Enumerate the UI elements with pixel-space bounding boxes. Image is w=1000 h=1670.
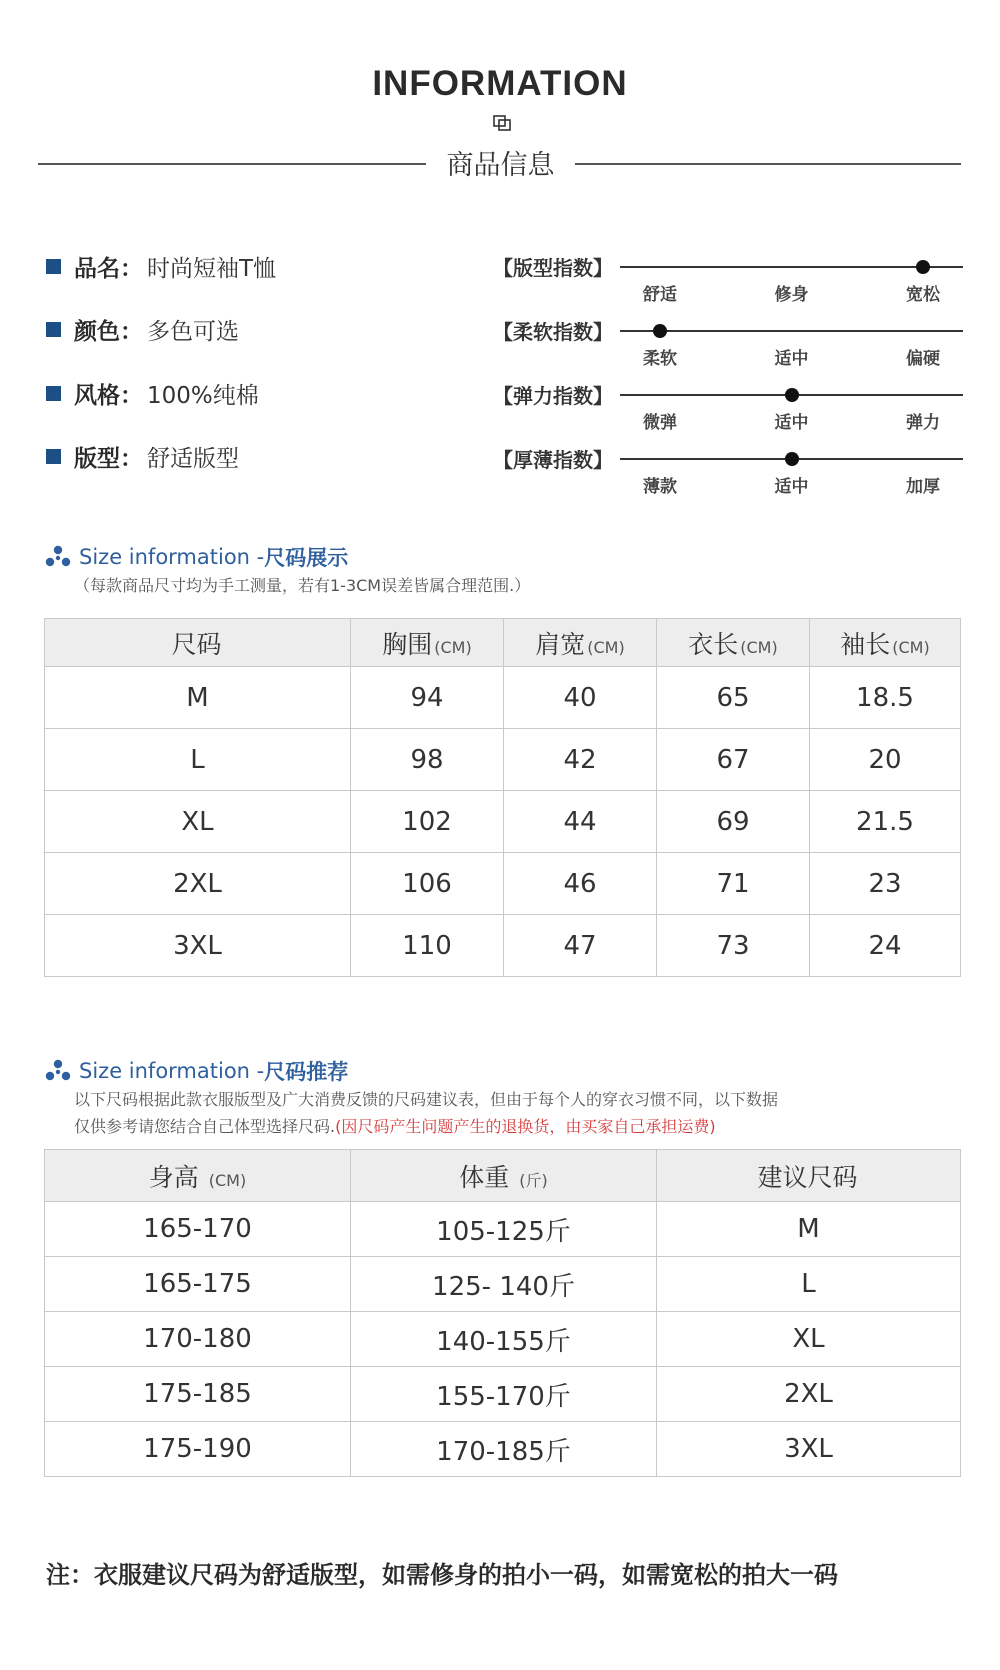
attribute-value: 时尚短袖T恤 bbox=[147, 255, 277, 282]
attribute-key: 颜色： bbox=[74, 318, 143, 345]
table-cell: L bbox=[45, 729, 351, 791]
size-section-heading bbox=[45, 542, 348, 572]
index-scale-line bbox=[620, 330, 963, 332]
table-cell: 67 bbox=[657, 729, 810, 791]
table-cell: L bbox=[657, 1257, 961, 1312]
table-cell: 110 bbox=[351, 915, 504, 977]
table-cell: 125- 140斤 bbox=[351, 1257, 657, 1312]
table-cell: 44 bbox=[504, 791, 657, 853]
index-tick-label: 宽松 bbox=[906, 285, 940, 305]
table-cell: 155-170斤 bbox=[351, 1367, 657, 1422]
index-label: 【柔软指数】 bbox=[493, 320, 613, 344]
attribute-style bbox=[46, 378, 259, 408]
table-row bbox=[45, 667, 961, 729]
attribute-key: 品名： bbox=[74, 255, 143, 282]
table-cell: XL bbox=[45, 791, 351, 853]
column-header: 尺码 bbox=[45, 619, 351, 667]
index-label: 【弹力指数】 bbox=[493, 384, 613, 408]
table-cell: M bbox=[657, 1202, 961, 1257]
table-cell: 71 bbox=[657, 853, 810, 915]
index-marker bbox=[916, 260, 930, 274]
table-row bbox=[45, 1257, 961, 1312]
index-tick-label: 弹力 bbox=[906, 413, 940, 433]
table-cell: XL bbox=[657, 1312, 961, 1367]
section-heading-en: Size information - bbox=[79, 1059, 265, 1083]
size-table bbox=[44, 618, 961, 977]
header-divider-right bbox=[575, 163, 961, 165]
header-divider-left bbox=[38, 163, 426, 165]
section-heading-en: Size information - bbox=[79, 545, 265, 569]
attribute-value: 多色可选 bbox=[147, 318, 239, 345]
dots-cluster-icon bbox=[45, 1059, 71, 1083]
table-cell: 140-155斤 bbox=[351, 1312, 657, 1367]
attribute-value: 100%纯棉 bbox=[147, 382, 259, 409]
table-row bbox=[45, 1202, 961, 1257]
index-elasticity bbox=[493, 380, 963, 440]
table-cell: 170-180 bbox=[45, 1312, 351, 1367]
page-subtitle: 商品信息 bbox=[446, 150, 555, 181]
table-cell: 2XL bbox=[45, 853, 351, 915]
table-cell: 102 bbox=[351, 791, 504, 853]
index-tick-label: 适中 bbox=[774, 413, 809, 433]
column-header: 袖长 (CM) bbox=[810, 619, 961, 667]
index-fit bbox=[493, 252, 963, 312]
bullet-square-icon bbox=[46, 449, 61, 464]
table-cell: 20 bbox=[810, 729, 961, 791]
table-cell: 175-185 bbox=[45, 1367, 351, 1422]
table-cell: 23 bbox=[810, 853, 961, 915]
table-cell: 47 bbox=[504, 915, 657, 977]
return-policy-warning: (因尺码产生问题产生的退换货，由买家自己承担运费) bbox=[335, 1117, 716, 1136]
column-header: 建议尺码 bbox=[657, 1150, 961, 1202]
bullet-square-icon bbox=[46, 322, 61, 337]
column-header: 衣长 (CM) bbox=[657, 619, 810, 667]
index-label: 【厚薄指数】 bbox=[493, 448, 613, 472]
index-tick-label: 修身 bbox=[774, 285, 809, 305]
dots-cluster-icon bbox=[45, 545, 71, 569]
table-cell: 106 bbox=[351, 853, 504, 915]
size-note: （每款商品尺寸均为手工测量，若有1-3CM误差皆属合理范围.） bbox=[74, 576, 531, 595]
attribute-key: 风格： bbox=[74, 382, 143, 409]
table-cell: 46 bbox=[504, 853, 657, 915]
recommend-table bbox=[44, 1149, 961, 1477]
copy-squares-icon bbox=[492, 114, 514, 132]
section-heading-cn: 尺码推荐 bbox=[264, 1060, 349, 1084]
recommend-note bbox=[74, 1086, 778, 1140]
index-thickness bbox=[493, 444, 963, 504]
table-row bbox=[45, 1422, 961, 1477]
index-marker bbox=[785, 388, 799, 402]
index-marker bbox=[653, 324, 667, 338]
attribute-name bbox=[46, 251, 276, 281]
index-tick-label: 适中 bbox=[774, 349, 809, 369]
attribute-value: 舒适版型 bbox=[147, 445, 239, 472]
table-cell: 69 bbox=[657, 791, 810, 853]
table-cell: 42 bbox=[504, 729, 657, 791]
index-tick-label: 舒适 bbox=[643, 285, 677, 305]
bullet-square-icon bbox=[46, 259, 61, 274]
table-header-row bbox=[45, 1150, 961, 1202]
table-cell: M bbox=[45, 667, 351, 729]
index-softness bbox=[493, 316, 963, 376]
table-cell: 175-190 bbox=[45, 1422, 351, 1477]
column-header: 身高 (CM) bbox=[45, 1150, 351, 1202]
attribute-key: 版型： bbox=[74, 445, 143, 472]
table-cell: 3XL bbox=[45, 915, 351, 977]
column-header: 体重 (斤) bbox=[351, 1150, 657, 1202]
table-row bbox=[45, 853, 961, 915]
recommend-section-heading bbox=[45, 1056, 348, 1086]
table-row bbox=[45, 729, 961, 791]
table-cell: 2XL bbox=[657, 1367, 961, 1422]
table-cell: 24 bbox=[810, 915, 961, 977]
section-heading-cn: 尺码展示 bbox=[264, 546, 349, 570]
index-label: 【版型指数】 bbox=[493, 256, 613, 280]
table-cell: 3XL bbox=[657, 1422, 961, 1477]
bullet-square-icon bbox=[46, 386, 61, 401]
table-cell: 73 bbox=[657, 915, 810, 977]
recommend-note-line: 以下尺码根据此款衣服版型及广大消费反馈的尺码建议表，但由于每个人的穿衣习惯不同，以下数据 bbox=[74, 1090, 779, 1109]
index-scale-line bbox=[620, 266, 963, 268]
table-cell: 94 bbox=[351, 667, 504, 729]
table-cell: 98 bbox=[351, 729, 504, 791]
index-tick-label: 加厚 bbox=[906, 477, 940, 497]
table-row bbox=[45, 1312, 961, 1367]
index-tick-label: 适中 bbox=[774, 477, 809, 497]
index-marker bbox=[785, 452, 799, 466]
attribute-fit bbox=[46, 441, 239, 471]
index-tick-label: 柔软 bbox=[643, 349, 677, 369]
index-tick-label: 偏硬 bbox=[906, 349, 940, 369]
table-row bbox=[45, 1367, 961, 1422]
footer-note: 注：衣服建议尺码为舒适版型，如需修身的拍小一码，如需宽松的拍大一码 bbox=[46, 1561, 838, 1589]
table-header-row bbox=[45, 619, 961, 667]
column-header: 胸围 (CM) bbox=[351, 619, 504, 667]
index-tick-label: 微弹 bbox=[643, 413, 677, 433]
table-cell: 65 bbox=[657, 667, 810, 729]
table-cell: 170-185斤 bbox=[351, 1422, 657, 1477]
table-cell: 18.5 bbox=[810, 667, 961, 729]
column-header: 肩宽 (CM) bbox=[504, 619, 657, 667]
recommend-note-line: 仅供参考请您结合自己体型选择尺码.(因尺码产生问题产生的退换货，由买家自己承担运费) bbox=[74, 1117, 716, 1136]
page-title: INFORMATION bbox=[372, 64, 628, 103]
table-cell: 165-170 bbox=[45, 1202, 351, 1257]
table-cell: 21.5 bbox=[810, 791, 961, 853]
table-row bbox=[45, 791, 961, 853]
table-cell: 40 bbox=[504, 667, 657, 729]
table-cell: 165-175 bbox=[45, 1257, 351, 1312]
index-tick-label: 薄款 bbox=[643, 477, 677, 497]
table-cell: 105-125斤 bbox=[351, 1202, 657, 1257]
table-row bbox=[45, 915, 961, 977]
attribute-color bbox=[46, 314, 239, 344]
